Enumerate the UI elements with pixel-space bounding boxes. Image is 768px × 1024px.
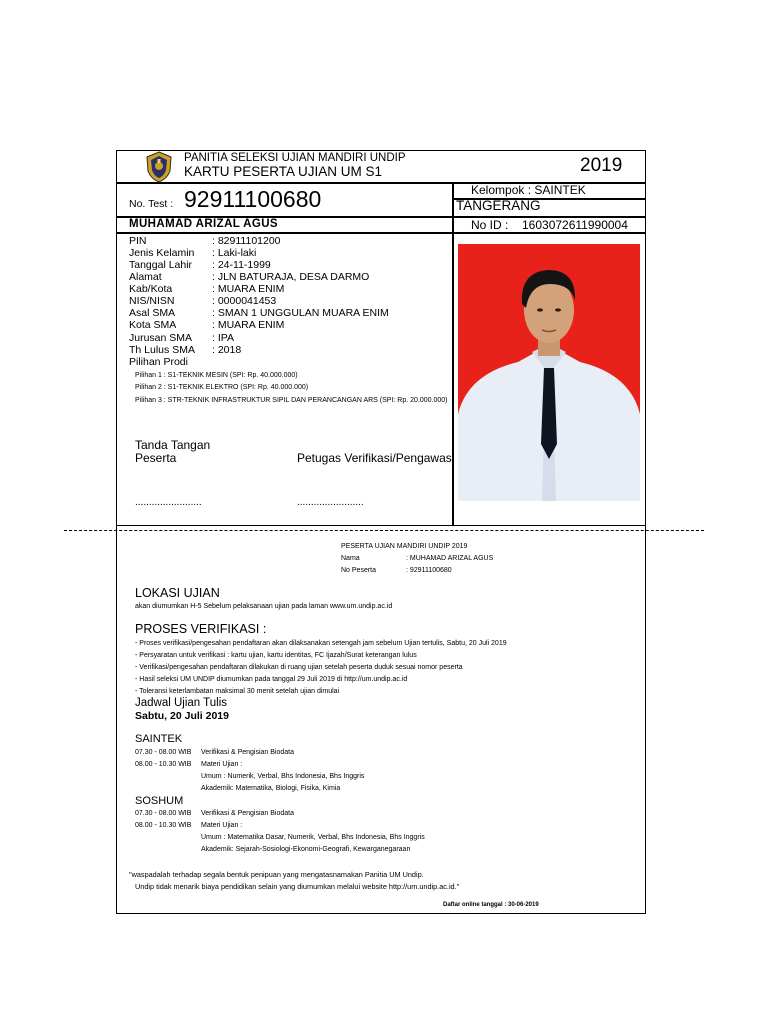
summary-title: PESERTA UJIAN MANDIRI UNDIP 2019 [341, 543, 468, 550]
schedule-time: 08.00 - 10.30 WIB [135, 761, 192, 768]
schedule-desc: Verifikasi & Pengisian Biodata [201, 749, 294, 756]
verifier-signature-line: ........................ [297, 497, 364, 508]
schedule-time: 07.30 - 08.00 WIB [135, 749, 192, 756]
proses-item: - Proses verifikasi/pengesahan pendaftaran akan dilaksanakan setengah jam sebelum Ujian tertulis, Sabtu, 20 Juli 2019 [135, 640, 507, 647]
detail-value: : 0000041453 [212, 295, 277, 307]
summary-name-value: : MUHAMAD ARIZAL AGUS [406, 555, 494, 562]
soshum-akademik: Akademik: Sejarah-Sosiologi-Ekonomi-Geografi, Kewarganegaraan [201, 846, 411, 853]
jadwal-date: Sabtu, 20 Juli 2019 [135, 710, 229, 722]
no-id-label: No ID : [471, 218, 509, 232]
detail-value: : MUARA ENIM [212, 319, 285, 331]
pilihan-item: Pilihan 1 : S1-TEKNIK MESIN (SPI: Rp. 40.000.000) [135, 372, 298, 379]
no-test-value: 92911100680 [184, 186, 322, 212]
participant-name: MUHAMAD ARIZAL AGUS [129, 218, 278, 230]
organizer-title: PANITIA SELEKSI UJIAN MANDIRI UNDIP [184, 152, 406, 164]
detail-value: : SMAN 1 UNGGULAN MUARA ENIM [212, 307, 389, 319]
schedule-desc: Verifikasi & Pengisian Biodata [201, 810, 294, 817]
soshum-title: SOSHUM [135, 795, 184, 807]
warning-line2: Undip tidak menarik biaya pendidikan selain yang diumumkan melalui website http://um.undip.ac.id." [135, 882, 460, 891]
pilihan-item: Pilihan 2 : S1-TEKNIK ELEKTRO (SPI: Rp. 40.000.000) [135, 384, 309, 391]
signature-line: ........................ [135, 497, 202, 508]
detail-label: Pilihan Prodi [129, 356, 188, 368]
proses-item: - Toleransi keterlambatan maksimal 30 menit setelah ujian dimulai [135, 688, 340, 695]
no-id-value: 1603072611990004 [522, 218, 628, 232]
card-year: 2019 [580, 155, 623, 176]
detail-value: : MUARA ENIM [212, 283, 285, 295]
proses-item: - Verifikasi/pengesahan pendaftaran dilakukan di ruang ujian setelah peserta duduk sesuai nomor peserta [135, 664, 463, 671]
warning-line1: "waspadalah terhadap segala bentuk penipuan yang mengatasnamakan Panitia UM Undip. [129, 870, 424, 879]
divider [116, 232, 646, 234]
detail-value: : Laki-laki [212, 247, 257, 259]
saintek-umum: Umum : Numerik, Verbal, Bhs Indonesia, Bhs Inggris [201, 773, 365, 780]
detail-label: Jenis Kelamin [129, 247, 195, 259]
detail-label: Kab/Kota [129, 283, 173, 295]
detail-value: : 82911101200 [212, 235, 281, 247]
schedule-time: 08.00 - 10.30 WIB [135, 822, 192, 829]
signature-label-line1: Tanda Tangan [135, 438, 211, 452]
detail-label: NIS/NISN [129, 295, 175, 307]
verifier-label: Petugas Verifikasi/Pengawas [297, 451, 452, 465]
lokasi-text: akan diumumkan H-5 Sebelum pelaksanaan ujian pada laman www.um.undip.ac.id [135, 603, 393, 610]
saintek-akademik: Akademik: Matematika, Biologi, Fisika, Kimia [201, 785, 341, 792]
city: TANGERANG [456, 198, 541, 213]
divider [452, 182, 454, 526]
summary-name-label: Nama [341, 555, 360, 562]
detail-value: : IPA [212, 332, 234, 344]
summary-no-value: : 92911100680 [406, 567, 452, 574]
summary-no-label: No Peserta [341, 567, 377, 574]
detail-label: Jurusan SMA [129, 332, 193, 344]
schedule-time: 07.30 - 08.00 WIB [135, 810, 192, 817]
proses-item: - Persyaratan untuk verifikasi : kartu ujian, kartu identitas, FC Ijazah/Surat keterangan lulus [135, 652, 417, 659]
schedule-desc: Materi Ujian : [201, 761, 243, 768]
pilihan-item: Pilihan 3 : STR-TEKNIK INFRASTRUKTUR SIPIL DAN PERANCANGAN ARS (SPI: Rp. 20.000.000) [135, 397, 448, 404]
jadwal-title: Jadwal Ujian Tulis [135, 697, 228, 709]
detail-label: PIN [129, 235, 147, 247]
kelompok: Kelompok : SAINTEK [471, 183, 586, 197]
signature-label-line2: Peserta [135, 451, 177, 465]
detail-label: Th Lulus SMA [129, 344, 195, 356]
detail-value: : 24-11-1999 [212, 259, 271, 271]
daftar-online-date: Daftar online tanggal : 30-06-2019 [443, 902, 539, 908]
detail-label: Alamat [129, 271, 162, 283]
detail-label: Asal SMA [129, 307, 176, 319]
detail-value: : 2018 [212, 344, 242, 356]
detail-label: Tanggal Lahir [129, 259, 193, 271]
proses-item: - Hasil seleksi UM UNDIP diumumkan pada tanggal 29 Juli 2019 di http://um.undip.ac.id [135, 676, 408, 683]
detail-label: Kota SMA [129, 319, 177, 331]
participant-photo [458, 244, 640, 501]
lokasi-title: LOKASI UJIAN [135, 586, 220, 600]
proses-title: PROSES VERIFIKASI : [135, 622, 267, 636]
card-title: KARTU PESERTA UJIAN UM S1 [184, 164, 383, 179]
soshum-umum: Umum : Matematika Dasar, Numerik, Verbal, Bhs Indonesia, Bhs Inggris [201, 834, 425, 841]
no-test-label: No. Test : [129, 198, 174, 210]
detail-value: : JLN BATURAJA, DESA DARMO [212, 271, 370, 283]
schedule-desc: Materi Ujian : [201, 822, 243, 829]
saintek-title: SAINTEK [135, 733, 183, 745]
undip-logo-icon [145, 151, 173, 183]
